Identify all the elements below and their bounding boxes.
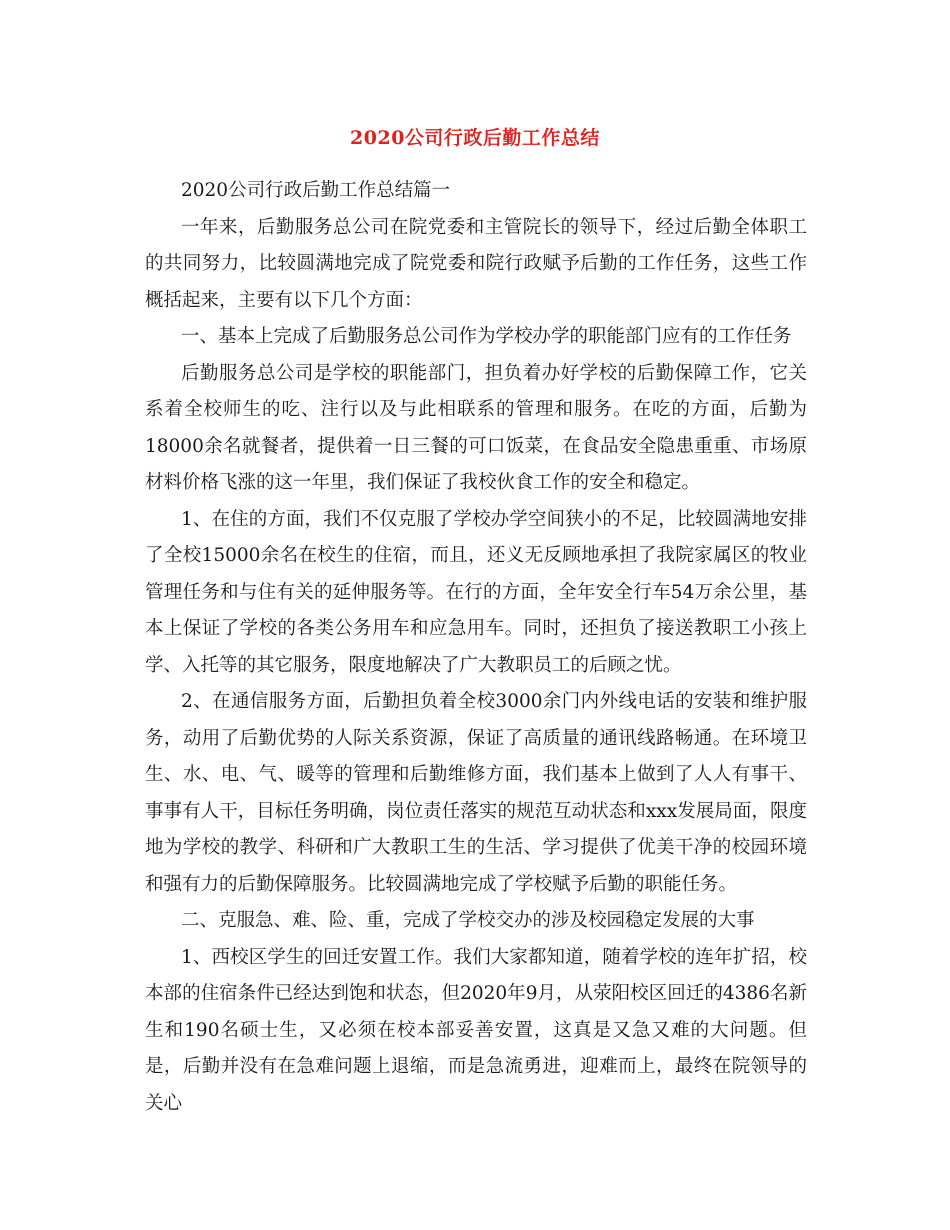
section-heading: 二、克服急、难、险、重，完成了学校交办的涉及校园稳定发展的大事 (181, 910, 755, 931)
paragraph: 2、在通信服务方面，后勤担负着全校3000余门内外线电话的安装和维护服务，动用了后勤优势的人际关系资源，保证了高质量的通讯线路畅通。在环境卫生、水、电、气、暖等的管理和后勤维修方面，我们基本上做到了人人有事干、事事有人干，目标任务明确，岗位责任落实的规范互动状态和xxx发展局面，限度地为学校的教学、科研和广大教职工生的生活、学习提供了优美干净的校园环境和强有力的后勤保障服务。比较圆满地完成了学校赋予后勤的职能任务。 (145, 691, 807, 895)
paragraph-subtitle: 2020公司行政后勤工作总结篇一 (181, 180, 451, 201)
paragraph: 1、在住的方面，我们不仅克服了学校办学空间狭小的不足，比较圆满地安排了全校15000余名在校生的住宿，而且，还义无反顾地承担了我院家属区的牧业管理任务和与住有关的延伸服务等。在行的方面，全年安全行车54万余公里，基本上保证了学校的各类公务用车和应急用车。同时，还担负了接送教职工小孩上学、入托等的其它服务，限度地解决了广大教职员工的后顾之忧。 (145, 508, 807, 676)
paragraph: 一年来，后勤服务总公司在院党委和主管院长的领导下，经过后勤全体职工的共同努力，比较圆满地完成了院党委和院行政赋予后勤的工作任务，这些工作概括起来，主要有以下几个方面： (145, 216, 807, 311)
paragraph: 1、西校区学生的回迁安置工作。我们大家都知道，随着学校的连年扩招，校本部的住宿条件已经达到饱和状态，但2020年9月，从荥阳校区回迁的4386名新生和190名硕士生，又必须在校本部妥善安置，这真是又急又难的大问题。但是，后勤并没有在急难问题上退缩，而是急流勇进，迎难而上，最终在院领导的关心 (145, 946, 807, 1114)
document-title: 2020公司行政后勤工作总结 (350, 127, 600, 149)
paragraph: 后勤服务总公司是学校的职能部门，担负着办好学校的后勤保障工作，它关系着全校师生的吃、注行以及与此相联系的管理和服务。在吃的方面，后勤为18000余名就餐者，提供着一日三餐的可口饭菜，在食品安全隐患重重、市场原材料价格飞涨的这一年里，我们保证了我校伙食工作的安全和稳定。 (145, 362, 807, 493)
document-body (145, 173, 807, 1122)
section-heading: 一、基本上完成了后勤服务总公司作为学校办学的职能部门应有的工作任务 (181, 326, 792, 347)
